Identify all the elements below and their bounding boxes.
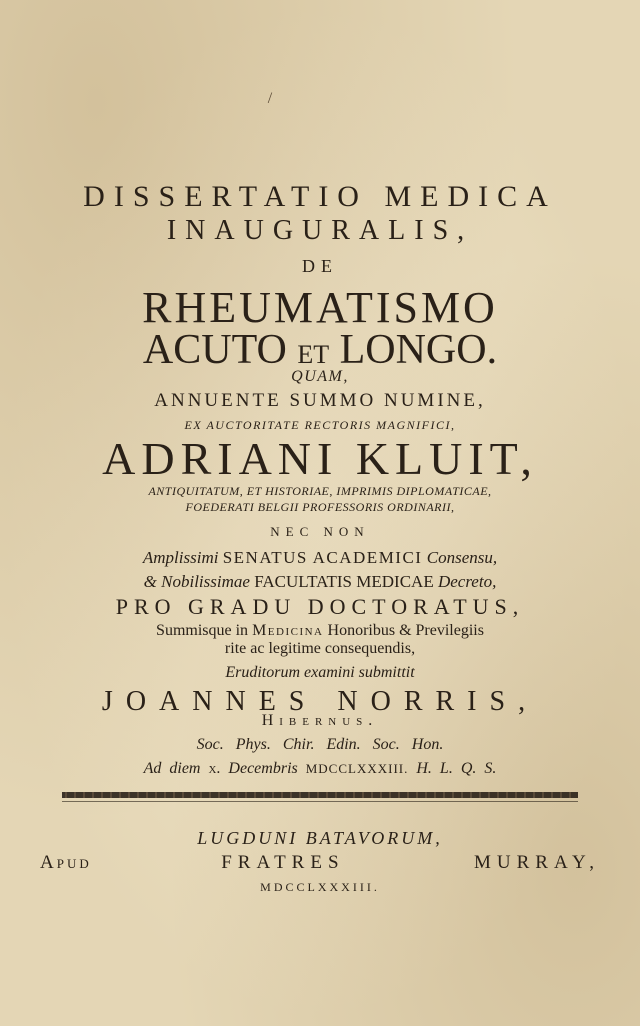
hlqs: H. L. Q. S. <box>416 760 497 777</box>
quam: QUAM, <box>291 368 349 385</box>
page-mark: / <box>267 90 273 107</box>
ad-diem: Ad diem <box>143 760 201 777</box>
facultatis: FACULTATIS MEDICAE <box>254 572 434 591</box>
eruditorum: Eruditorum examini submittit <box>225 664 415 681</box>
imprint-year: MDCCLXXXIII. <box>260 880 380 894</box>
month: Decembris <box>228 760 298 777</box>
pro-gradu: PRO GRADU DOCTORATUS, <box>115 594 525 619</box>
foederati: FOEDERATI BELGII PROFESSORIS ORDINARII, <box>185 500 455 514</box>
antiquitatum: ANTIQUITATUM, ET HISTORIAE, IMPRIMIS DIPLOMATICAE, <box>148 484 492 498</box>
year-date: MDCCLXXXIII. <box>305 761 409 776</box>
title-et: ET <box>297 340 330 369</box>
date-line <box>0 760 640 778</box>
title-line-2: INAUGURALIS, <box>166 215 474 246</box>
title-subject: RHEUMATISMO <box>142 283 498 332</box>
title-acuto: ACUTO <box>142 327 287 373</box>
medicina: Medicina <box>252 622 324 639</box>
amplissimi-line <box>0 548 640 568</box>
amplissimi: Amplissimi <box>142 548 219 567</box>
consensu: Consensu, <box>426 548 498 567</box>
title-de: DE <box>302 256 338 276</box>
thin-rule <box>62 801 578 802</box>
murray: MURRAY, <box>474 852 600 873</box>
apud: Apud <box>40 852 92 873</box>
annuente: ANNUENTE SUMMO NUMINE, <box>154 390 486 411</box>
nobilissimae: & Nobilissimae <box>143 572 250 591</box>
honoribus: Honoribus & Previlegiis <box>327 622 484 639</box>
nec-non: NEC NON <box>270 524 370 539</box>
rector-name: ADRIANI KLUIT, <box>102 433 538 484</box>
title-line-1: DISSERTATIO MEDICA <box>83 180 557 213</box>
decreto: Decreto, <box>437 572 497 591</box>
fratres: FRATRES <box>221 852 345 873</box>
rite: rite ac legitime consequendis, <box>224 640 416 657</box>
imprint-publisher-line <box>40 852 600 874</box>
summisque: Summisque in <box>156 622 249 639</box>
author-name: JOANNES NORRIS, <box>101 686 539 717</box>
imprint-city: LUGDUNI BATAVORUM, <box>197 828 443 848</box>
day: x. <box>208 760 221 777</box>
summisque-line <box>0 622 640 640</box>
title-line-5 <box>0 326 640 374</box>
ornamental-rule <box>62 792 578 798</box>
nobilissimae-line <box>0 572 640 592</box>
societies: Soc. Phys. Chir. Edin. Soc. Hon. <box>196 736 444 753</box>
auctoritate: EX AUCTORITATE RECTORIS MAGNIFICI, <box>184 418 456 432</box>
senatus: SENATUS ACADEMICI <box>222 548 423 567</box>
title-longo: LONGO. <box>339 327 498 373</box>
hibernus: Hibernus. <box>261 712 379 729</box>
